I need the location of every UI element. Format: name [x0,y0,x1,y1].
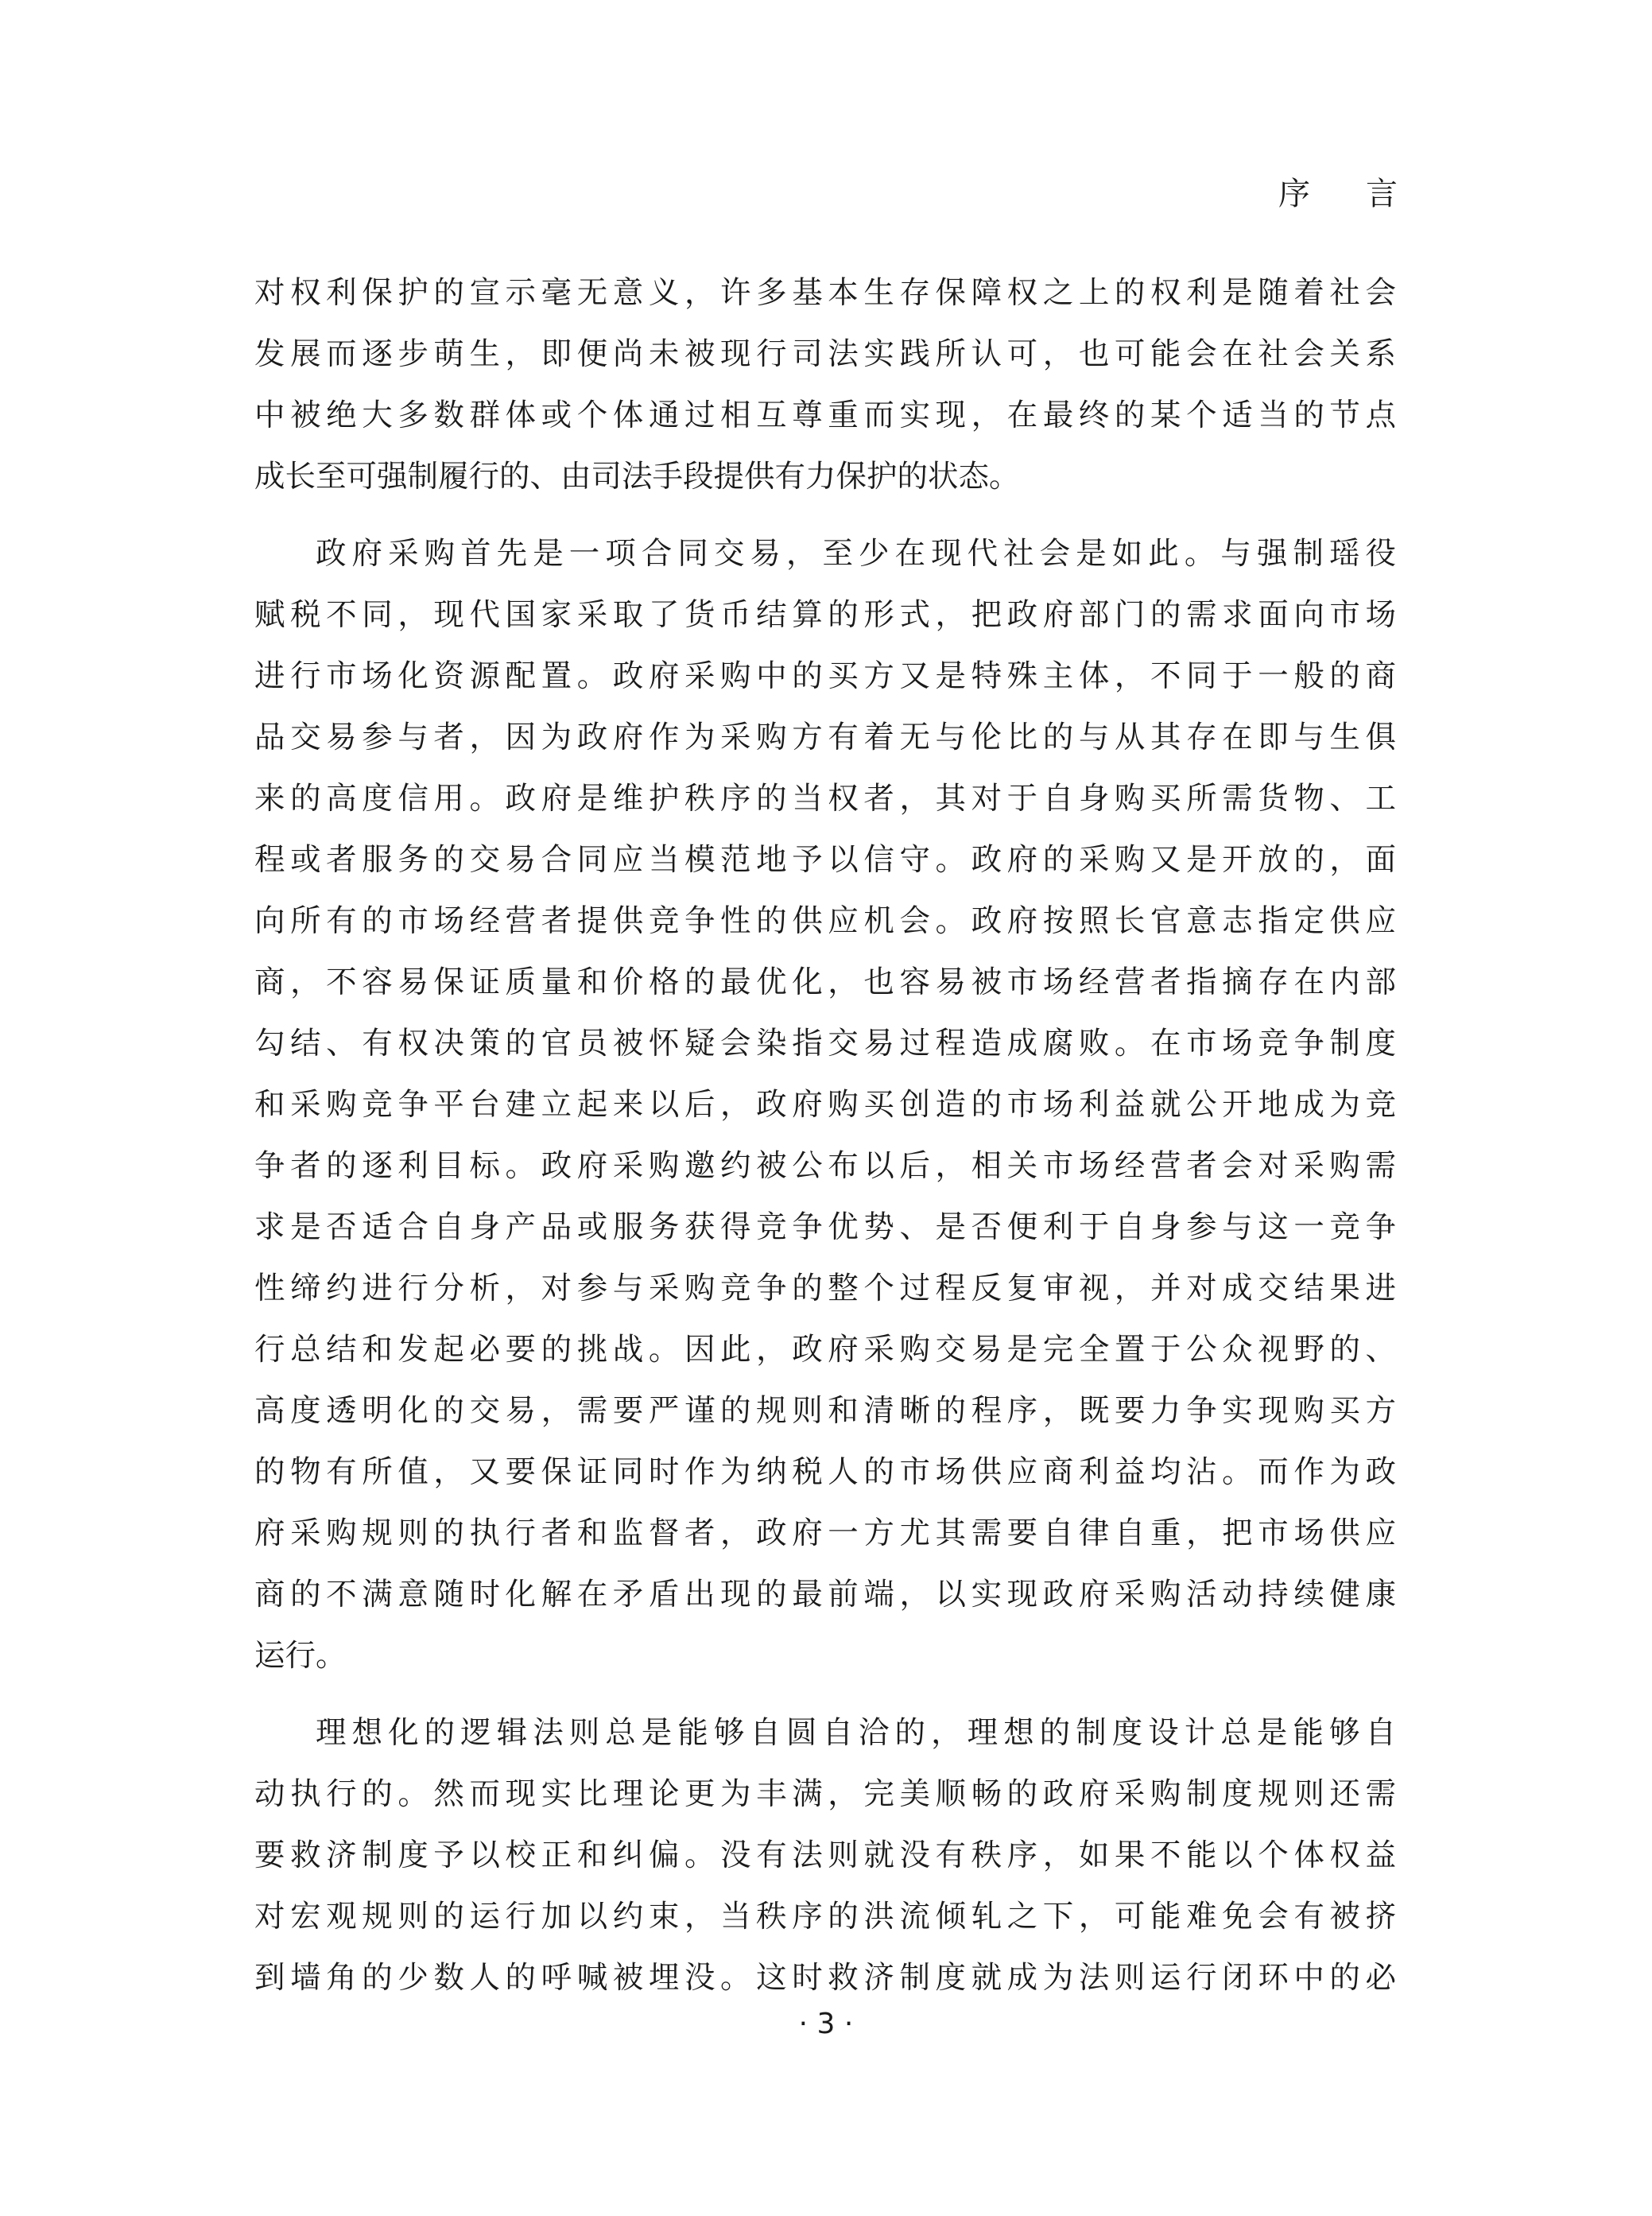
text-line: 对权利保护的宣示毫无意义，许多基本生存保障权之上的权利是随着社会 [254,275,1396,311]
text-line: 行总结和发起必要的挑战。因此，政府采购交易是完全置于公众视野的、 [254,1332,1396,1368]
paragraph [254,523,1396,1686]
text-line: 动执行的。然而现实比理论更为丰满，完美顺畅的政府采购制度规则还需 [254,1776,1396,1812]
text-line: 商，不容易保证质量和价格的最优化，也容易被市场经营者指摘存在内部 [254,964,1396,1000]
text-line: 来的高度信用。政府是维护秩序的当权者，其对于自身购买所需货物、工 [254,781,1396,817]
text-line: 勾结、有权决策的官员被怀疑会染指交易过程造成腐败。在市场竞争制度 [254,1026,1396,1061]
text-line: 府采购规则的执行者和监督者，政府一方尤其需要自律自重，把市场供应 [254,1515,1396,1551]
text-line: 求是否适合自身产品或服务获得竞争优势、是否便利于自身参与这一竞争 [254,1209,1396,1245]
text-line: 争者的逐利目标。政府采购邀约被公布以后，相关市场经营者会对采购需 [254,1148,1396,1184]
body-text [254,262,1396,2008]
page-number: · 3 · [798,2008,854,2040]
text-line: 高度透明化的交易，需要严谨的规则和清晰的程序，既要力争实现购买方 [254,1393,1396,1429]
text-line: 中被绝大多数群体或个体通过相互尊重而实现，在最终的某个适当的节点 [254,398,1396,433]
running-header [1278,169,1398,214]
text-line: 赋税不同，现代国家采取了货币结算的形式，把政府部门的需求面向市场 [254,597,1396,633]
running-header-char-1: 序 [1278,176,1310,212]
text-line: 对宏观规则的运行加以约束，当秩序的洪流倾轧之下，可能难免会有被挤 [254,1899,1396,1935]
text-line: 和采购竞争平台建立起来以后，政府购买创造的市场利益就公开地成为竞 [254,1087,1396,1123]
text-line: 程或者服务的交易合同应当模范地予以信守。政府的采购又是开放的，面 [254,842,1396,878]
text-line: 进行市场化资源配置。政府采购中的买方又是特殊主体，不同于一般的商 [254,658,1396,694]
text-line: 的物有所值，又要保证同时作为纳税人的市场供应商利益均沾。而作为政 [254,1454,1396,1490]
text-line: 发展而逐步萌生，即便尚未被现行司法实践所认可，也可能会在社会关系 [254,336,1396,372]
text-line: 品交易参与者，因为政府作为采购方有着无与伦比的与从其存在即与生俱 [254,720,1396,755]
text-line: 成长至可强制履行的、由司法手段提供有力保护的状态。 [254,459,1020,495]
text-line: 政府采购首先是一项合同交易，至少在现代社会是如此。与强制瑶役 [316,536,1396,572]
text-line: 要救济制度予以校正和纠偏。没有法则就没有秩序，如果不能以个体权益 [254,1838,1396,1873]
text-line: 运行。 [254,1638,347,1674]
text-line: 向所有的市场经营者提供竞争性的供应机会。政府按照长官意志指定供应 [254,903,1396,939]
text-line: 理想化的逻辑法则总是能够自圆自洽的，理想的制度设计总是能够自 [316,1715,1396,1751]
running-header-char-2: 言 [1366,176,1398,212]
paragraph [254,262,1396,507]
paragraph [254,1702,1396,2008]
text-line: 商的不满意随时化解在矛盾出现的最前端，以实现政府采购活动持续健康 [254,1577,1396,1613]
text-line: 性缔约进行分析，对参与采购竞争的整个过程反复审视，并对成交结果进 [254,1271,1396,1306]
text-line: 到墙角的少数人的呼喊被埋没。这时救济制度就成为法则运行闭环中的必 [254,1960,1396,1996]
